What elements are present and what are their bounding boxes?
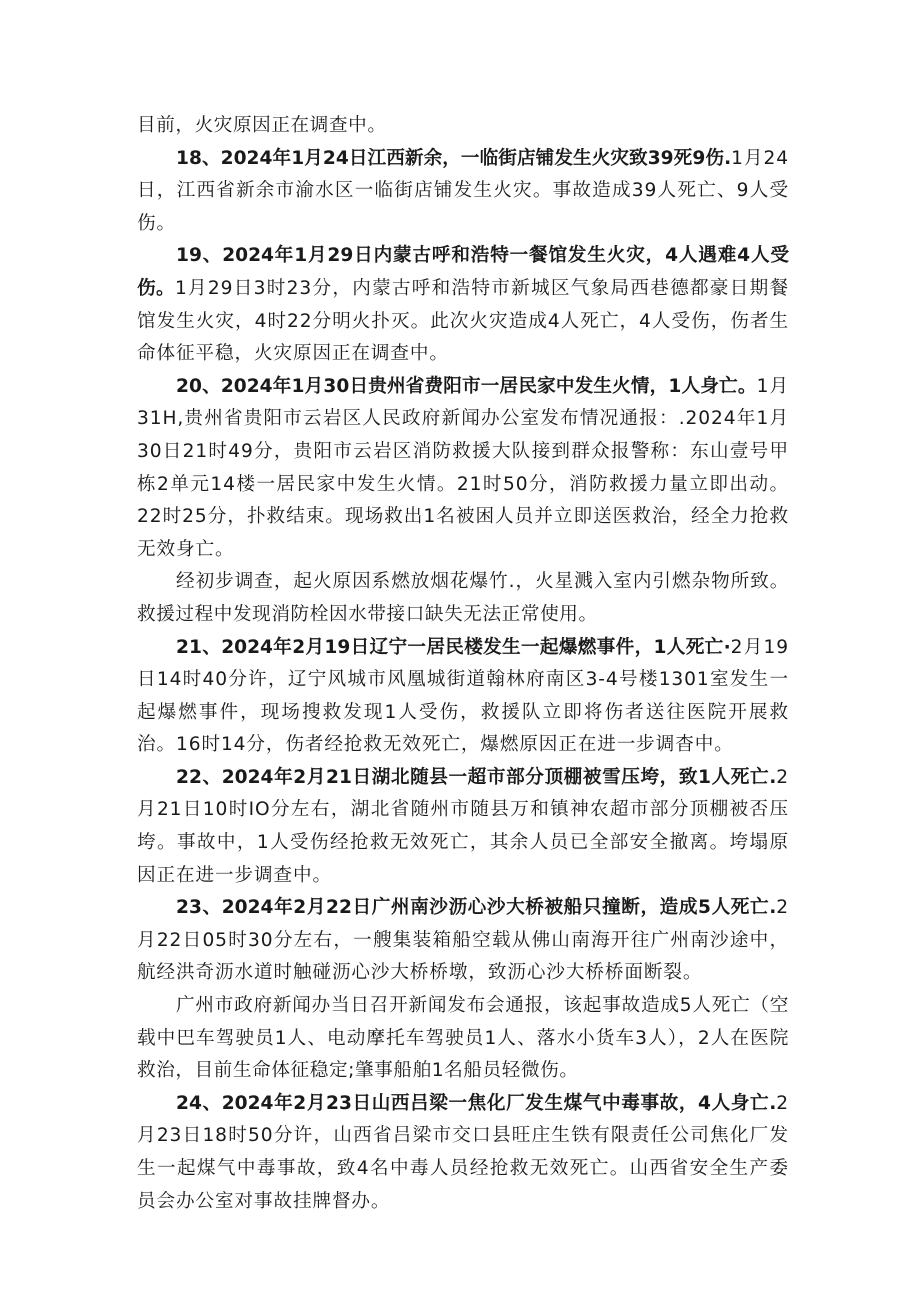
paragraph-text: 目前，火灾原因正在调查中。 [137,115,387,136]
item-headline: 20、2024年1月30日贵州省费阳市一居民家中发生火情，1人身亡。 [176,375,757,397]
document-body [137,110,789,1218]
item-headline: 23、2024年2月22日广州南沙沥心沙大桥被船只撞断，造成5人死亡. [176,897,777,919]
paragraph-item-18 [137,143,789,241]
paragraph-item-24 [137,1088,789,1218]
paragraph-item-19 [137,240,789,370]
item-body: 1月31H,贵州省贵阳市云岩区人民政府新闻办公室发布情况通报：.2024年1月30日21时49分，贵阳市云岩区消防救援大队接到群众报警称：东山壹号甲栋2单元14楼一居民家中发生火情。21时50分，消防救援力量立即出动。22时25分，扑救结束。现场救出1名被困人员并立即送医救治，经全力抢救无效身亡。 [137,375,789,560]
paragraph-item-23 [137,892,789,990]
item-headline: 21、2024年2月19日辽宁一居民楼发生一起爆燃事件，1人死亡· [176,636,731,658]
item-body: 2月19日14时40分许，辽宁风城市风凰城街道翰林府南区3-4号楼1301室发生一起爆燃事件，现场搜救发现1人受伤，救援队立即将伤者送往医院开展救治。16时14分，伤者经抢救无效死亡，爆燃原因正在进一步调杳中。 [137,636,789,756]
item-headline: 18、2024年1月24日江西新余，一临街店铺发生火灾致39死9伤. [176,147,732,169]
paragraph-continuation [137,110,789,143]
item-headline: 19、2024年1月29日内蒙古呼和浩特一餐馆发生火灾，4人遇难4人受伤。 [137,245,789,299]
paragraph-item-20-detail [137,566,789,631]
paragraph-item-21 [137,632,789,762]
item-body: 1月24日，江西省新余市渝水区一临街店铺发生火灾。事故造成39人死亡、9人受伤。 [137,147,789,234]
item-headline: 24、2024年2月23日山西吕梁一焦化厂发生煤气中毒事故，4人身亡. [176,1092,777,1114]
item-headline: 22、2024年2月21日湖北随县一超市部分顶棚被雪压垮，致1人死亡. [176,766,777,788]
item-body: 2月21日10时IO分左右，湖北省随州市随县万和镇神农超市部分顶棚被否压垮。事故中，1人受伤经抢救无效死亡，其余人员已全部安全撤离。垮塌原因正在进一步调查中。 [137,766,789,886]
paragraph-item-23-detail [137,990,789,1088]
item-body: 2月22日05时30分左右，一艘集装箱船空载从佛山南海开往广州南沙途中，航经洪奇沥水道时触碰沥心沙大桥桥墩，致沥心沙大桥桥面断裂。 [137,897,789,984]
item-body: 2月23日18时50分许，山西省吕梁市交口县旺庄生铁有限责任公司焦化厂发生一起煤气中毒事故，致4名中毒人员经抢救无效死亡。山西省安全生产委员会办公室对事故挂牌督办。 [137,1092,789,1212]
item-body: 1月29日3时23分，内蒙古呼和浩特市新城区气象局西巷德都豪日期餐馆发生火灾，4时22分明火扑灭。此次火灾造成4人死亡，4人受伤，伤者生命体征平稳，火灾原因正在调查中。 [137,277,789,365]
paragraph-item-22 [137,762,789,892]
paragraph-item-20 [137,371,789,567]
paragraph-text: 广州市政府新闻办当日召开新闻发布会通报，该起事故造成5人死亡（空载中巴车驾驶员1人、电动摩托车驾驶员1人、落水小货车3人），2人在医院救治，目前生命体征稳定;肇事船舶1名船员轻微伤。 [137,995,789,1082]
paragraph-text: 经初步调查，起火原因系燃放烟花爆竹.，火星溅入室内引燃杂物所致。救援过程中发现消防栓因水带接口缺失无法正常使用。 [137,571,789,625]
